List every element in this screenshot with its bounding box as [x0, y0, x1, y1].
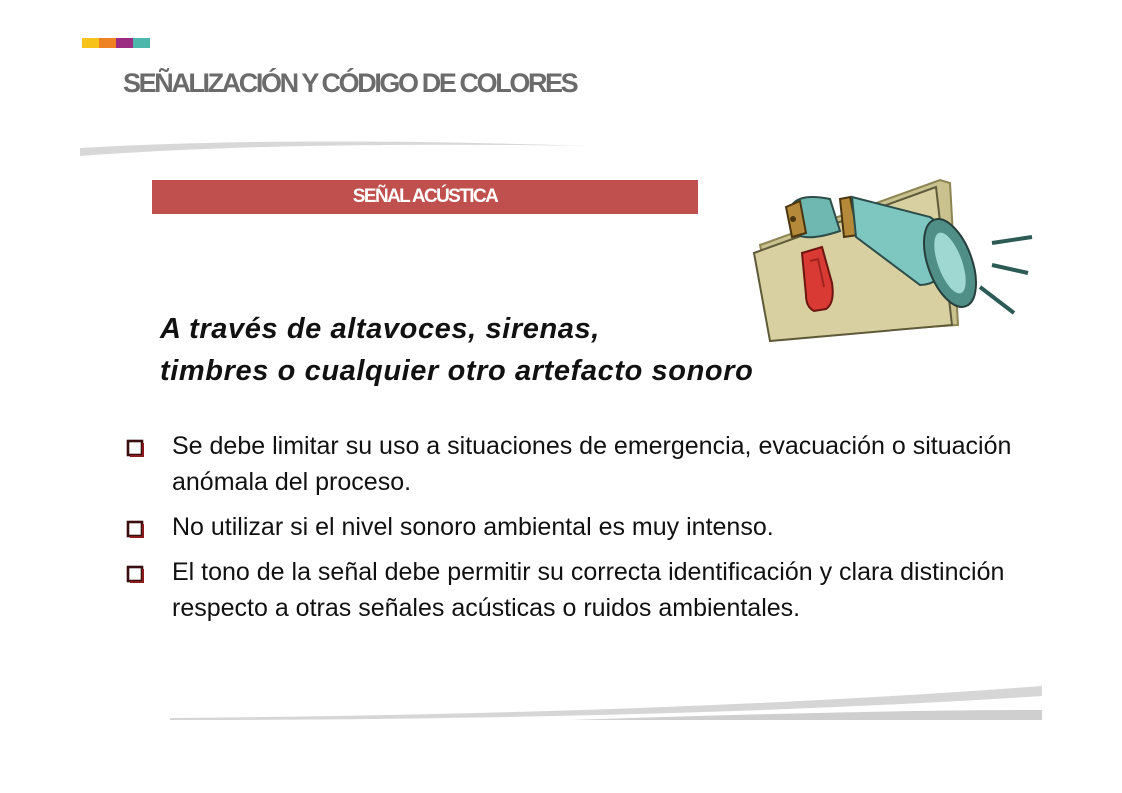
section-header-bar — [152, 180, 698, 214]
list-item — [125, 428, 1025, 500]
footer-swoosh-decoration — [170, 680, 1044, 724]
list-item — [125, 554, 1025, 626]
megaphone-icon — [740, 175, 1040, 345]
bullet-list — [125, 428, 1025, 635]
color-swatch-teal — [133, 38, 150, 48]
color-swatch-purple — [116, 38, 133, 48]
color-swatch-yellow — [82, 38, 99, 48]
color-swatch-orange — [99, 38, 116, 48]
bullet-text: El tono de la señal debe permitir su correcta identificación y clara distinción respecto a otras señales acústicas o ruidos ambientales. — [172, 558, 1005, 622]
hollow-square-icon — [125, 438, 145, 458]
brand-color-strip — [82, 38, 150, 48]
list-item — [125, 509, 1025, 545]
bullet-text: No utilizar si el nivel sonoro ambiental es muy intenso. — [172, 513, 774, 541]
slide-title: SEÑALIZACIÓN Y CÓDIGO DE COLORES — [123, 68, 577, 98]
subtitle-line-2: timbres o cualquier otro artefacto sonoro — [160, 355, 754, 387]
header-swoosh-decoration — [80, 138, 600, 158]
subtitle — [160, 308, 753, 392]
subtitle-line-1: A través de altavoces, sirenas, — [160, 313, 600, 345]
bullet-text: Se debe limitar su uso a situaciones de emergencia, evacuación o situación anómala del proceso. — [172, 432, 1012, 496]
hollow-square-icon — [125, 564, 145, 584]
hollow-square-icon — [125, 519, 145, 539]
section-header-label: SEÑAL ACÚSTICA — [352, 186, 498, 207]
